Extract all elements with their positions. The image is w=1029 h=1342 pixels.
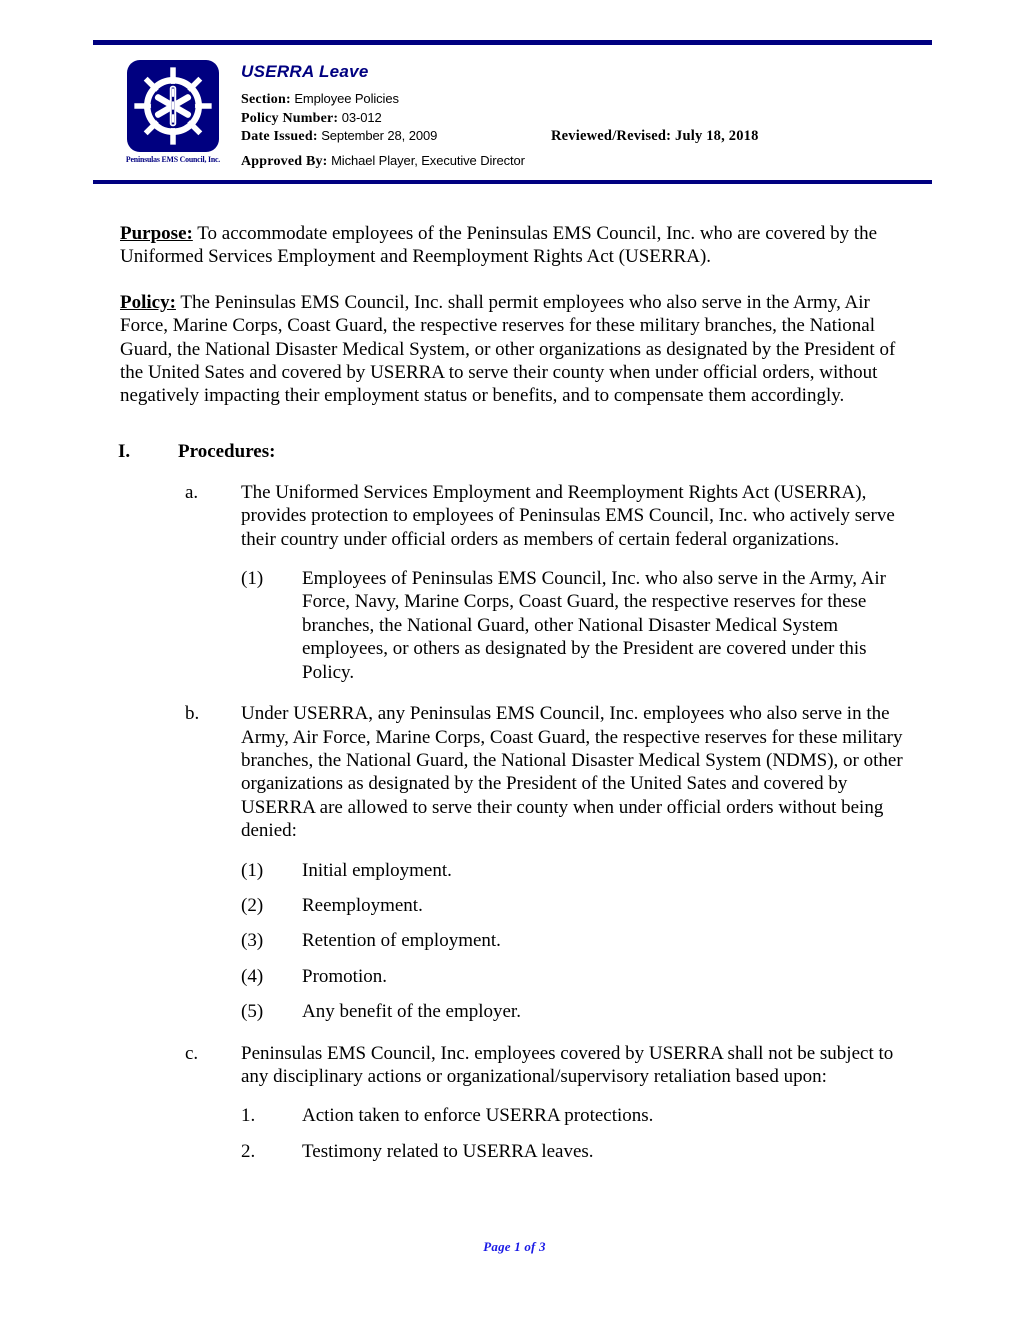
purpose-paragraph [0, 222, 1029, 269]
list-item-b-4 [0, 965, 1029, 988]
list-marker-b-1: (1) [241, 859, 264, 881]
meta-row-section [241, 90, 931, 109]
list-marker-b: b. [185, 703, 200, 725]
list-item-c-1 [0, 1104, 1029, 1127]
meta-value-section: Employee Policies [294, 91, 399, 106]
policy-label: Policy: [120, 291, 176, 313]
section-heading-procedures [0, 440, 1029, 463]
header-meta-list [241, 90, 931, 146]
policy-text: The Peninsulas EMS Council, Inc. shall permit employees who also serve in the Army, Air Force, Marine Corps, Coast Guard, the respective reserves for these military branches, the National Guard, the National Disaster Medical System, or other organizations as designated by the President of the United Sates and covered by USERRA to serve their county when under official orders, without negatively impacting their employment status or benefits, and to compensate them accordingly. [120, 291, 896, 407]
purpose-label: Purpose: [120, 223, 193, 244]
meta-reviewed-revised: Reviewed/Revised: July 18, 2018 [551, 128, 759, 144]
list-text-b-3: Retention of employment. [302, 930, 501, 952]
organization-logo [108, 60, 238, 164]
list-marker-b-2: (2) [241, 894, 264, 916]
list-item-b [0, 702, 1029, 842]
meta-label-date-issued: Date Issued: [241, 129, 318, 144]
meta-label-approved-by: Approved By: [241, 154, 328, 169]
meta-label-policy-number: Policy Number: [241, 110, 339, 126]
list-marker-c-2: 2. [241, 1140, 256, 1162]
section-title: Procedures: [178, 440, 276, 462]
list-marker-b-5: (5) [241, 1001, 264, 1023]
list-marker-c: c. [185, 1042, 199, 1064]
logo-caption: Peninsulas EMS Council, Inc. [125, 154, 221, 164]
sublist-c [0, 1104, 1029, 1163]
list-text-c-2: Testimony related to USERRA leaves. [302, 1140, 594, 1162]
page-footer [0, 1238, 1029, 1256]
list-text-a: The Uniformed Services Employment and Reemployment Rights Act (USERRA), provides protection to employees of Peninsulas EMS Council, Inc. who actively serve their country under official orders as members of certain federal organizations. [241, 481, 895, 550]
list-marker-a-1: (1) [241, 568, 264, 590]
page-title: USERRA Leave [241, 62, 369, 81]
list-item-a [0, 481, 1029, 551]
meta-value-date-issued: September 28, 2009 [321, 128, 438, 143]
meta-label-section: Section: [241, 92, 291, 107]
list-item-b-2 [0, 894, 1029, 917]
list-text-b-5: Any benefit of the employer. [302, 1001, 521, 1023]
list-item-a-1 [0, 567, 1029, 684]
list-text-b-1: Initial employment. [302, 859, 452, 881]
header-top-rule [93, 40, 932, 45]
page-number: Page 1 of 3 [483, 1239, 546, 1254]
list-item-c [0, 1042, 1029, 1089]
list-text-a-1: Employees of Peninsulas EMS Council, Inc. who also serve in the Army, Air Force, Navy, Marine Corps, Coast Guard, the respective reserves for these branches, the National Guard, other National Disaster Medical System employees, or others as designated by the President are covered under this Policy. [302, 568, 886, 683]
meta-value-policy-number: 03-012 [341, 109, 382, 125]
list-marker-a: a. [185, 481, 199, 503]
purpose-text: To accommodate employees of the Peninsulas EMS Council, Inc. who are covered by the Uniformed Services Employment and Reemployment Rights Act (USERRA). [120, 223, 878, 268]
sublist-b [0, 859, 1029, 1024]
meta-row-approved-by [241, 152, 525, 170]
meta-row-date-issued [241, 127, 931, 146]
section-marker: I. [118, 440, 131, 462]
header-bottom-rule [93, 180, 932, 184]
meta-row-policy-number [241, 109, 931, 128]
sublist-a [0, 567, 1029, 684]
policy-paragraph [0, 291, 1029, 408]
list-item-b-1 [0, 859, 1029, 882]
list-text-b: Under USERRA, any Peninsulas EMS Council, Inc. employees who also serve in the Army, Air Force, Marine Corps, Coast Guard, the respective reserves for these military branches, the National Guard, the National Disaster Medical System (NDMS), or other organizations as designated by the President of the United Sates and covered by USERRA are allowed to serve their county when under official orders without being denied: [241, 703, 903, 842]
list-text-c: Peninsulas EMS Council, Inc. employees covered by USERRA shall not be subject to any disciplinary actions or organizational/supervisory retaliation based upon: [241, 1042, 894, 1087]
list-marker-c-1: 1. [241, 1105, 256, 1127]
ships-wheel-star-of-life-icon [127, 60, 219, 152]
list-item-b-5 [0, 1000, 1029, 1023]
list-marker-b-4: (4) [241, 965, 264, 987]
document-header [93, 52, 932, 178]
list-text-b-2: Reemployment. [302, 894, 423, 916]
list-marker-b-3: (3) [241, 930, 264, 952]
list-item-c-2 [0, 1140, 1029, 1163]
document-body [0, 222, 1029, 1175]
list-text-c-1: Action taken to enforce USERRA protections. [302, 1105, 654, 1127]
list-item-b-3 [0, 929, 1029, 952]
list-text-b-4: Promotion. [302, 965, 387, 987]
meta-value-approved-by: Michael Player, Executive Director [331, 153, 525, 168]
